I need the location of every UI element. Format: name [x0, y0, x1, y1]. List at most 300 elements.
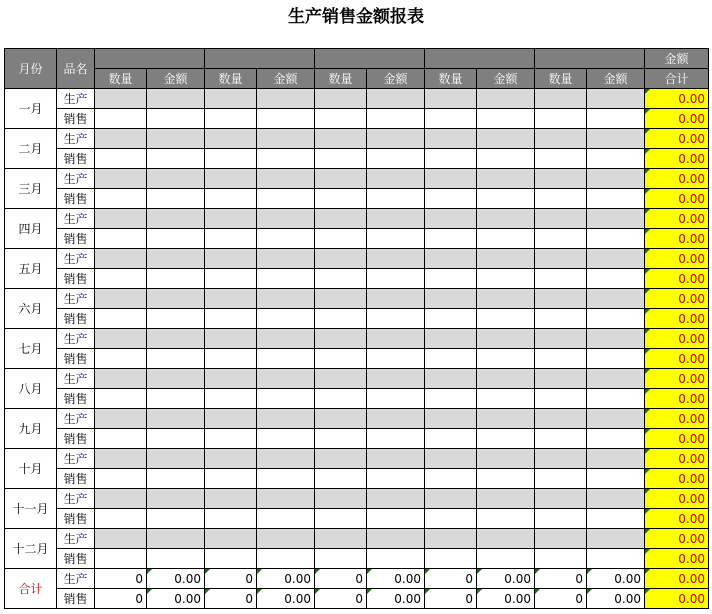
row-total[interactable]: 0.00	[645, 529, 709, 549]
kind-production: 生产	[57, 329, 95, 349]
data-cell[interactable]	[367, 369, 425, 389]
data-cell[interactable]	[587, 249, 645, 269]
row-total[interactable]: 0.00	[645, 169, 709, 189]
data-cell[interactable]	[477, 129, 535, 149]
data-cell[interactable]	[147, 129, 205, 149]
data-cell[interactable]	[205, 229, 257, 249]
data-cell[interactable]	[477, 489, 535, 509]
data-cell[interactable]	[367, 469, 425, 489]
total-qty[interactable]: 0	[95, 589, 147, 609]
data-cell[interactable]	[477, 429, 535, 449]
data-cell[interactable]	[535, 509, 587, 529]
data-cell[interactable]	[425, 149, 477, 169]
data-cell[interactable]	[95, 149, 147, 169]
data-cell[interactable]	[535, 409, 587, 429]
data-cell[interactable]	[367, 149, 425, 169]
data-cell[interactable]	[257, 529, 315, 549]
data-cell[interactable]	[425, 349, 477, 369]
total-qty[interactable]: 0	[425, 569, 477, 589]
data-cell[interactable]	[95, 309, 147, 329]
total-amount[interactable]: 0.00	[587, 569, 645, 589]
data-cell[interactable]	[147, 209, 205, 229]
data-cell[interactable]	[425, 489, 477, 509]
data-cell[interactable]	[315, 109, 367, 129]
data-cell[interactable]	[147, 169, 205, 189]
data-cell[interactable]	[147, 189, 205, 209]
data-cell[interactable]	[205, 449, 257, 469]
data-cell[interactable]	[315, 289, 367, 309]
data-cell[interactable]	[205, 329, 257, 349]
data-cell[interactable]	[587, 329, 645, 349]
data-cell[interactable]	[535, 209, 587, 229]
data-cell[interactable]	[425, 129, 477, 149]
data-cell[interactable]	[147, 149, 205, 169]
data-cell[interactable]	[587, 209, 645, 229]
data-cell[interactable]	[425, 329, 477, 349]
data-cell[interactable]	[535, 529, 587, 549]
data-cell[interactable]	[205, 269, 257, 289]
total-amount[interactable]: 0.00	[367, 589, 425, 609]
data-cell[interactable]	[315, 369, 367, 389]
data-cell[interactable]	[477, 469, 535, 489]
data-cell[interactable]	[257, 329, 315, 349]
data-cell[interactable]	[95, 329, 147, 349]
data-cell[interactable]	[147, 509, 205, 529]
total-amount[interactable]: 0.00	[477, 569, 535, 589]
data-cell[interactable]	[535, 229, 587, 249]
data-cell[interactable]	[205, 209, 257, 229]
data-cell[interactable]	[257, 309, 315, 329]
row-total[interactable]: 0.00	[645, 89, 709, 109]
data-cell[interactable]	[477, 529, 535, 549]
data-cell[interactable]	[535, 249, 587, 269]
total-amount[interactable]: 0.00	[147, 589, 205, 609]
data-cell[interactable]	[147, 429, 205, 449]
row-total[interactable]: 0.00	[645, 229, 709, 249]
data-cell[interactable]	[587, 129, 645, 149]
data-cell[interactable]	[367, 389, 425, 409]
data-cell[interactable]	[367, 229, 425, 249]
data-cell[interactable]	[587, 369, 645, 389]
data-cell[interactable]	[95, 229, 147, 249]
kind-sales: 销售	[57, 549, 95, 569]
data-cell[interactable]	[535, 129, 587, 149]
data-cell[interactable]	[425, 209, 477, 229]
data-cell[interactable]	[95, 489, 147, 509]
data-cell[interactable]	[315, 269, 367, 289]
month-label: 八月	[5, 369, 57, 409]
data-cell[interactable]	[315, 489, 367, 509]
row-total[interactable]: 0.00	[645, 309, 709, 329]
data-cell[interactable]	[425, 269, 477, 289]
data-cell[interactable]	[587, 229, 645, 249]
data-cell[interactable]	[367, 249, 425, 269]
data-cell[interactable]	[535, 269, 587, 289]
total-amount[interactable]: 0.00	[367, 569, 425, 589]
data-cell[interactable]	[257, 269, 315, 289]
data-cell[interactable]	[477, 109, 535, 129]
table-row	[5, 149, 709, 169]
data-cell[interactable]	[147, 229, 205, 249]
data-cell[interactable]	[477, 549, 535, 569]
data-cell[interactable]	[205, 249, 257, 269]
data-cell[interactable]	[205, 429, 257, 449]
data-cell[interactable]	[587, 189, 645, 209]
data-cell[interactable]	[477, 209, 535, 229]
kind-sales: 销售	[57, 109, 95, 129]
table-row	[5, 369, 709, 389]
total-qty[interactable]: 0	[315, 569, 367, 589]
data-cell[interactable]	[95, 469, 147, 489]
data-cell[interactable]	[367, 289, 425, 309]
data-cell[interactable]	[425, 389, 477, 409]
data-cell[interactable]	[205, 389, 257, 409]
month-label: 六月	[5, 289, 57, 329]
total-qty[interactable]: 0	[425, 589, 477, 609]
row-total[interactable]: 0.00	[645, 489, 709, 509]
data-cell[interactable]	[257, 169, 315, 189]
data-cell[interactable]	[425, 509, 477, 529]
data-cell[interactable]	[535, 469, 587, 489]
data-cell[interactable]	[95, 549, 147, 569]
data-cell[interactable]	[315, 209, 367, 229]
table-row	[5, 429, 709, 449]
data-cell[interactable]	[477, 309, 535, 329]
header-row-top	[5, 49, 709, 69]
row-total[interactable]: 0.00	[645, 409, 709, 429]
row-total[interactable]: 0.00	[645, 469, 709, 489]
data-cell[interactable]	[205, 369, 257, 389]
row-total[interactable]: 0.00	[645, 269, 709, 289]
data-cell[interactable]	[95, 289, 147, 309]
data-cell[interactable]	[367, 209, 425, 229]
data-cell[interactable]	[477, 409, 535, 429]
kind-sales: 销售	[57, 149, 95, 169]
data-cell[interactable]	[587, 269, 645, 289]
data-cell[interactable]	[425, 189, 477, 209]
data-cell[interactable]	[477, 449, 535, 469]
data-cell[interactable]	[587, 489, 645, 509]
row-total[interactable]: 0.00	[645, 389, 709, 409]
data-cell[interactable]	[257, 349, 315, 369]
data-cell[interactable]	[257, 469, 315, 489]
data-cell[interactable]	[587, 149, 645, 169]
data-cell[interactable]	[95, 129, 147, 149]
data-cell[interactable]	[587, 289, 645, 309]
data-cell[interactable]	[587, 389, 645, 409]
data-cell[interactable]	[425, 449, 477, 469]
data-cell[interactable]	[425, 549, 477, 569]
data-cell[interactable]	[95, 109, 147, 129]
data-cell[interactable]	[477, 229, 535, 249]
data-cell[interactable]	[257, 229, 315, 249]
data-cell[interactable]	[205, 309, 257, 329]
kind-sales: 销售	[57, 429, 95, 449]
data-cell[interactable]	[205, 349, 257, 369]
data-cell[interactable]	[95, 209, 147, 229]
data-cell[interactable]	[477, 509, 535, 529]
data-cell[interactable]	[95, 389, 147, 409]
data-cell[interactable]	[367, 409, 425, 429]
data-cell[interactable]	[315, 389, 367, 409]
data-cell[interactable]	[95, 409, 147, 429]
grand-total[interactable]: 0.00	[645, 569, 709, 589]
data-cell[interactable]	[535, 369, 587, 389]
data-cell[interactable]	[367, 329, 425, 349]
data-cell[interactable]	[367, 509, 425, 529]
data-cell[interactable]	[587, 309, 645, 329]
data-cell[interactable]	[587, 529, 645, 549]
row-total[interactable]: 0.00	[645, 129, 709, 149]
data-cell[interactable]	[535, 489, 587, 509]
data-cell[interactable]	[367, 529, 425, 549]
data-cell[interactable]	[535, 549, 587, 569]
data-cell[interactable]	[205, 109, 257, 129]
data-cell[interactable]	[315, 549, 367, 569]
total-amount[interactable]: 0.00	[477, 589, 535, 609]
data-cell[interactable]	[425, 409, 477, 429]
data-cell[interactable]	[587, 509, 645, 529]
data-cell[interactable]	[147, 389, 205, 409]
row-total[interactable]: 0.00	[645, 189, 709, 209]
row-total[interactable]: 0.00	[645, 329, 709, 349]
data-cell[interactable]	[367, 89, 425, 109]
total-qty[interactable]: 0	[315, 589, 367, 609]
data-cell[interactable]	[367, 129, 425, 149]
data-cell[interactable]	[315, 129, 367, 149]
table-row	[5, 549, 709, 569]
data-cell[interactable]	[425, 109, 477, 129]
data-cell[interactable]	[95, 449, 147, 469]
data-cell[interactable]	[535, 309, 587, 329]
data-cell[interactable]	[205, 129, 257, 149]
data-cell[interactable]	[257, 429, 315, 449]
data-cell[interactable]	[257, 549, 315, 569]
data-cell[interactable]	[535, 169, 587, 189]
data-cell[interactable]	[367, 309, 425, 329]
total-qty[interactable]: 0	[205, 589, 257, 609]
total-amount[interactable]: 0.00	[147, 569, 205, 589]
data-cell[interactable]	[257, 209, 315, 229]
data-cell[interactable]	[535, 89, 587, 109]
data-cell[interactable]	[315, 229, 367, 249]
data-cell[interactable]	[95, 369, 147, 389]
data-cell[interactable]	[425, 289, 477, 309]
data-cell[interactable]	[315, 469, 367, 489]
row-total[interactable]: 0.00	[645, 509, 709, 529]
data-cell[interactable]	[425, 469, 477, 489]
data-cell[interactable]	[367, 429, 425, 449]
data-cell[interactable]	[477, 169, 535, 189]
data-cell[interactable]	[587, 429, 645, 449]
row-total[interactable]: 0.00	[645, 449, 709, 469]
row-total[interactable]: 0.00	[645, 249, 709, 269]
data-cell[interactable]	[205, 169, 257, 189]
data-cell[interactable]	[315, 309, 367, 329]
data-cell[interactable]	[535, 429, 587, 449]
data-cell[interactable]	[95, 249, 147, 269]
data-cell[interactable]	[257, 489, 315, 509]
data-cell[interactable]	[367, 549, 425, 569]
total-amount[interactable]: 0.00	[257, 589, 315, 609]
data-cell[interactable]	[205, 509, 257, 529]
data-cell[interactable]	[425, 309, 477, 329]
data-cell[interactable]	[367, 189, 425, 209]
data-cell[interactable]	[425, 529, 477, 549]
data-cell[interactable]	[147, 349, 205, 369]
data-cell[interactable]	[315, 449, 367, 469]
data-cell[interactable]	[477, 249, 535, 269]
row-total[interactable]: 0.00	[645, 289, 709, 309]
data-cell[interactable]	[205, 89, 257, 109]
data-cell[interactable]	[147, 329, 205, 349]
header-group	[205, 49, 315, 69]
data-cell[interactable]	[587, 549, 645, 569]
data-cell[interactable]	[257, 289, 315, 309]
data-cell[interactable]	[147, 489, 205, 509]
data-cell[interactable]	[367, 449, 425, 469]
data-cell[interactable]	[257, 369, 315, 389]
data-cell[interactable]	[367, 269, 425, 289]
data-cell[interactable]	[425, 249, 477, 269]
data-cell[interactable]	[95, 529, 147, 549]
data-cell[interactable]	[147, 269, 205, 289]
row-total[interactable]: 0.00	[645, 209, 709, 229]
data-cell[interactable]	[535, 329, 587, 349]
data-cell[interactable]	[257, 109, 315, 129]
data-cell[interactable]	[477, 269, 535, 289]
data-cell[interactable]	[477, 149, 535, 169]
data-cell[interactable]	[257, 249, 315, 269]
data-cell[interactable]	[315, 529, 367, 549]
data-cell[interactable]	[535, 449, 587, 469]
data-cell[interactable]	[315, 349, 367, 369]
total-qty[interactable]: 0	[535, 589, 587, 609]
data-cell[interactable]	[147, 109, 205, 129]
data-cell[interactable]	[205, 549, 257, 569]
data-cell[interactable]	[477, 329, 535, 349]
data-cell[interactable]	[257, 129, 315, 149]
data-cell[interactable]	[205, 469, 257, 489]
data-cell[interactable]	[315, 149, 367, 169]
data-cell[interactable]	[147, 529, 205, 549]
total-amount[interactable]: 0.00	[257, 569, 315, 589]
data-cell[interactable]	[205, 489, 257, 509]
data-cell[interactable]	[425, 89, 477, 109]
data-cell[interactable]	[477, 349, 535, 369]
data-cell[interactable]	[205, 149, 257, 169]
data-cell[interactable]	[257, 389, 315, 409]
data-cell[interactable]	[587, 469, 645, 489]
data-cell[interactable]	[95, 169, 147, 189]
data-cell[interactable]	[367, 109, 425, 129]
data-cell[interactable]	[477, 189, 535, 209]
data-cell[interactable]	[147, 309, 205, 329]
data-cell[interactable]	[587, 449, 645, 469]
data-cell[interactable]	[367, 169, 425, 189]
data-cell[interactable]	[535, 389, 587, 409]
data-cell[interactable]	[425, 429, 477, 449]
data-cell[interactable]	[587, 89, 645, 109]
data-cell[interactable]	[535, 289, 587, 309]
total-qty[interactable]: 0	[535, 569, 587, 589]
data-cell[interactable]	[257, 449, 315, 469]
data-cell[interactable]	[147, 449, 205, 469]
data-cell[interactable]	[257, 89, 315, 109]
data-cell[interactable]	[205, 289, 257, 309]
data-cell[interactable]	[315, 189, 367, 209]
data-cell[interactable]	[477, 289, 535, 309]
kind-sales: 销售	[57, 189, 95, 209]
row-total[interactable]: 0.00	[645, 349, 709, 369]
data-cell[interactable]	[147, 89, 205, 109]
data-cell[interactable]	[315, 409, 367, 429]
data-cell[interactable]	[95, 509, 147, 529]
data-cell[interactable]	[315, 249, 367, 269]
data-cell[interactable]	[147, 369, 205, 389]
data-cell[interactable]	[147, 249, 205, 269]
data-cell[interactable]	[205, 529, 257, 549]
data-cell[interactable]	[477, 389, 535, 409]
data-cell[interactable]	[147, 289, 205, 309]
data-cell[interactable]	[315, 509, 367, 529]
data-cell[interactable]	[257, 409, 315, 429]
data-cell[interactable]	[477, 369, 535, 389]
data-cell[interactable]	[587, 409, 645, 429]
grand-total[interactable]: 0.00	[645, 589, 709, 609]
data-cell[interactable]	[147, 409, 205, 429]
data-cell[interactable]	[535, 189, 587, 209]
data-cell[interactable]	[587, 349, 645, 369]
data-cell[interactable]	[257, 149, 315, 169]
data-cell[interactable]	[315, 169, 367, 189]
data-cell[interactable]	[477, 89, 535, 109]
row-total[interactable]: 0.00	[645, 149, 709, 169]
data-cell[interactable]	[205, 409, 257, 429]
data-cell[interactable]	[147, 549, 205, 569]
data-cell[interactable]	[425, 369, 477, 389]
total-amount[interactable]: 0.00	[587, 589, 645, 609]
total-qty[interactable]: 0	[95, 569, 147, 589]
data-cell[interactable]	[205, 189, 257, 209]
data-cell[interactable]	[535, 109, 587, 129]
data-cell[interactable]	[587, 109, 645, 129]
row-total[interactable]: 0.00	[645, 549, 709, 569]
data-cell[interactable]	[257, 509, 315, 529]
data-cell[interactable]	[95, 89, 147, 109]
row-total[interactable]: 0.00	[645, 109, 709, 129]
row-total[interactable]: 0.00	[645, 429, 709, 449]
data-cell[interactable]	[425, 229, 477, 249]
data-cell[interactable]	[587, 169, 645, 189]
data-cell[interactable]	[147, 469, 205, 489]
data-cell[interactable]	[95, 349, 147, 369]
data-cell[interactable]	[367, 489, 425, 509]
data-cell[interactable]	[95, 189, 147, 209]
data-cell[interactable]	[315, 89, 367, 109]
row-total[interactable]: 0.00	[645, 369, 709, 389]
data-cell[interactable]	[257, 189, 315, 209]
data-cell[interactable]	[95, 269, 147, 289]
data-cell[interactable]	[367, 349, 425, 369]
data-cell[interactable]	[535, 349, 587, 369]
data-cell[interactable]	[315, 429, 367, 449]
data-cell[interactable]	[535, 149, 587, 169]
total-qty[interactable]: 0	[205, 569, 257, 589]
data-cell[interactable]	[95, 429, 147, 449]
data-cell[interactable]	[425, 169, 477, 189]
data-cell[interactable]	[315, 329, 367, 349]
